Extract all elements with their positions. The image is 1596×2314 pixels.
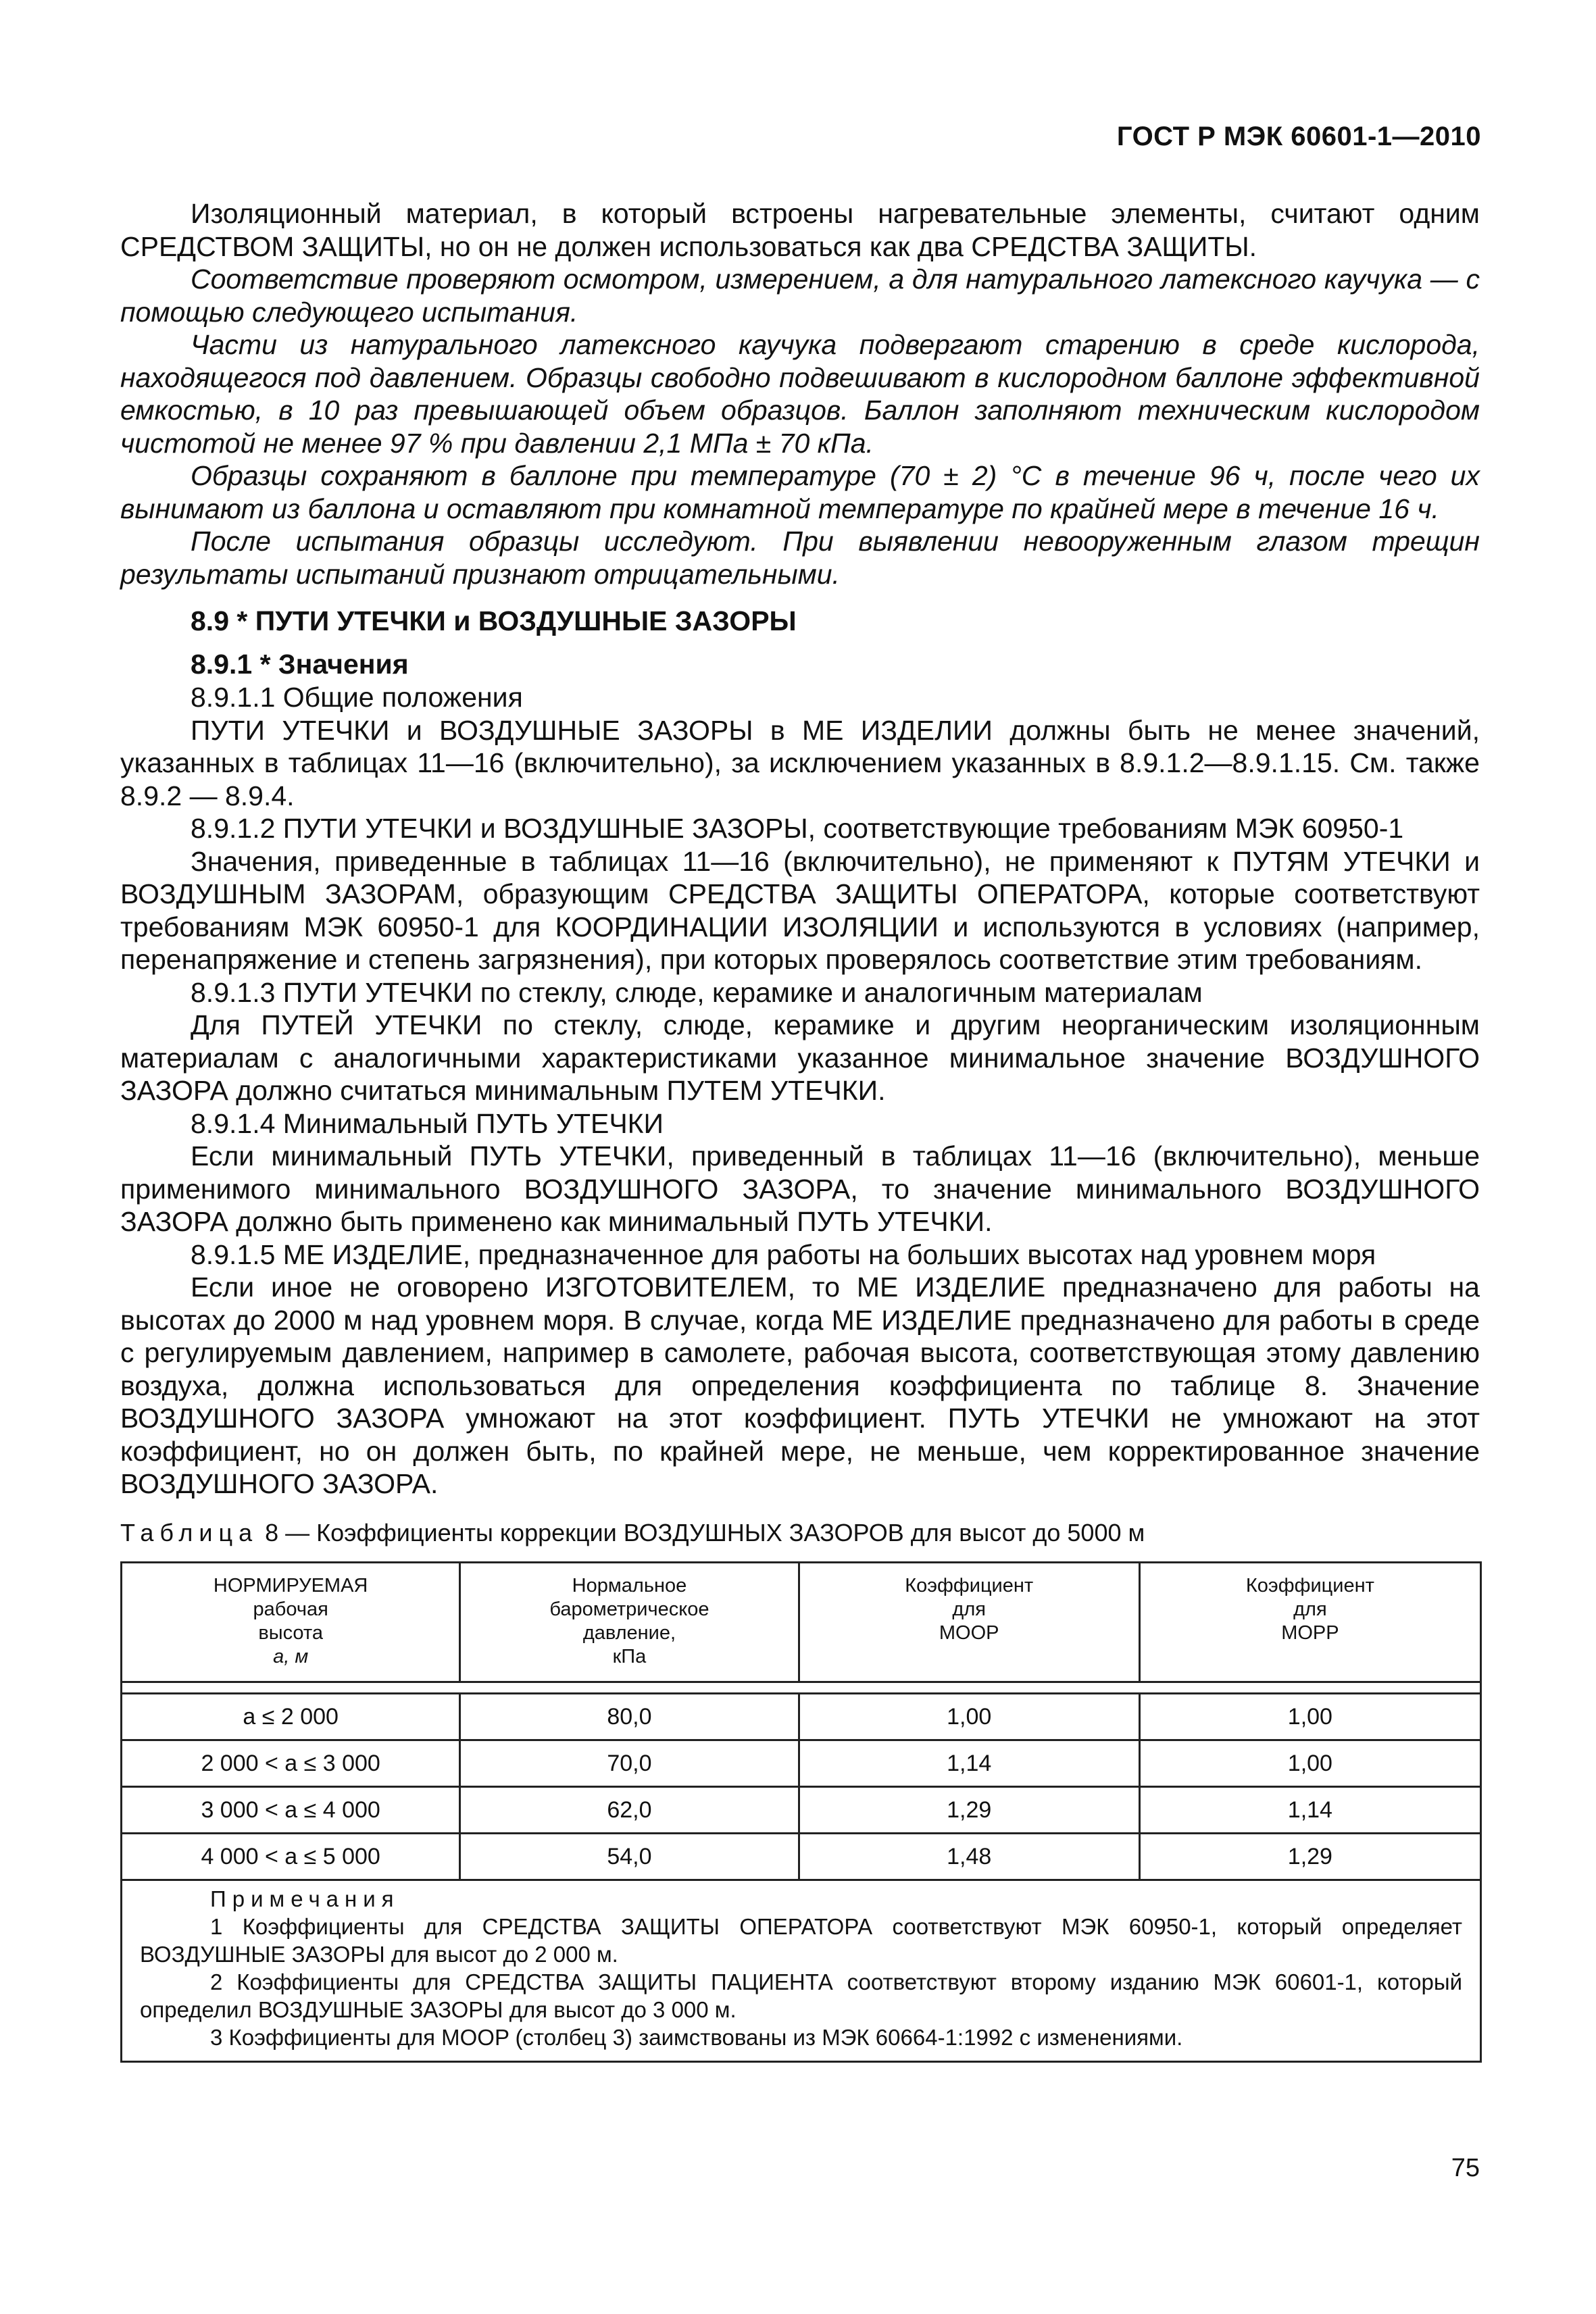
page-body <box>120 197 1480 1501</box>
table-caption-text: 8 — Коэффициенты коррекции ВОЗДУШНЫХ ЗАЗОРОВ для высот до 5000 м <box>258 1519 1145 1546</box>
table-notes-row <box>122 1880 1481 2062</box>
table-row <box>122 1740 1481 1787</box>
paragraph: Если иное не оговорено ИЗГОТОВИТЕЛЕМ, то МЕ ИЗДЕЛИЕ предназначено для работы на высотах до 2000 м над уровнем моря. В случае, когда МЕ ИЗДЕЛИЕ предназначено для работы в среде с регулируемым давлением, например в самолете, рабочая высота, соответствующая этому давлению воздуха, должна использоваться для определения коэффициента по таблице 8. Значение ВОЗДУШНОГО ЗАЗОРА умножают на этот коэффициент. ПУТЬ УТЕЧКИ не умножают на этот коэффициент, но он должен быть, по крайней мере, не меньше, чем корректированное значение ВОЗДУШНОГО ЗАЗОРА. <box>120 1272 1480 1499</box>
clause-heading: 8.9.1.5 МЕ ИЗДЕЛИЕ, предназначенное для работы на больших высотах над уровнем моря <box>191 1238 1376 1270</box>
table-cell: 1,14 <box>1139 1787 1480 1834</box>
header-line: MOPP <box>1281 1622 1339 1644</box>
header-line: для <box>1293 1599 1327 1620</box>
paragraph: ПУТИ УТЕЧКИ и ВОЗДУШНЫЕ ЗАЗОРЫ в МЕ ИЗДЕЛИИ должны быть не менее значений, указанных в таблицах 11—16 (включительно), за исключением указанных в 8.9.1.2—8.9.1.15. См. также 8.9.2 — 8.9.4. <box>120 714 1480 811</box>
document-header: ГОСТ Р МЭК 60601-1—2010 <box>1116 122 1481 151</box>
header-line: Нормальное <box>572 1575 687 1596</box>
clause-heading: 8.9.1.4 Минимальный ПУТЬ УТЕЧКИ <box>191 1107 664 1139</box>
paragraph-italic: Части из натурального латексного каучука подвергают старению в среде кислорода, находящегося под давлением. Образцы свободно подвешивают в кислородном баллоне эффективной емкостью, в 10 раз превышающей объем образцов. Баллон заполняют техническим кислородом чистотой не менее 97 % при давлении 2,1 МПа ± 70 кПа. <box>120 329 1480 459</box>
table-cell: 3 000 < а ≤ 4 000 <box>122 1787 460 1834</box>
clause-heading: 8.9.1.2 ПУТИ УТЕЧКИ и ВОЗДУШНЫЕ ЗАЗОРЫ, соответствующие требованиям МЭК 60950-1 <box>191 813 1404 844</box>
header-line: давление, <box>582 1622 676 1644</box>
paragraph-italic: Образцы сохраняют в баллоне при температуре (70 ± 2) °С в течение 96 ч, после чего их вынимают из баллона и оставляют при комнатной температуре по крайней мере в течение 16 ч. <box>120 460 1480 524</box>
table-cell: 1,14 <box>799 1740 1139 1787</box>
note-item: 1 Коэффициенты для СРЕДСТВА ЗАЩИТЫ ОПЕРАТОРА соответствуют МЭК 60950-1, который определяет ВОЗДУШНЫЕ ЗАЗОРЫ для высот до 2 000 м. <box>140 1914 1462 1967</box>
note-item: 3 Коэффициенты для MOOP (столбец 3) заимствованы из МЭК 60664-1:1992 с изменениями. <box>210 2025 1183 2050</box>
table-cell: 1,29 <box>799 1787 1139 1834</box>
table-notes <box>122 1880 1481 2062</box>
paragraph: Значения, приведенные в таблицах 11—16 (включительно), не применяют к ПУТЯМ УТЕЧКИ и ВОЗДУШНЫМ ЗАЗОРАМ, образующим СРЕДСТВА ЗАЩИТЫ ОПЕРАТОРА, которые соответствуют требованиям МЭК 60950-1 для КООРДИНАЦИИ ИЗОЛЯЦИИ и используются в условиях (например, перенапряжение и степень загрязнения), при которых проверялось соответствие этим требованиям. <box>120 845 1480 975</box>
clause-heading: 8.9.1.3 ПУТИ УТЕЧКИ по стеклу, слюде, керамике и аналогичным материалам <box>191 976 1203 1008</box>
subsection-title: 8.9.1 * Значения <box>191 649 409 680</box>
header-altitude <box>122 1563 460 1682</box>
note-item: 2 Коэффициенты для СРЕДСТВА ЗАЩИТЫ ПАЦИЕНТА соответствуют второму изданию МЭК 60601-1, который определил ВОЗДУШНЫЕ ЗАЗОРЫ для высот до 3 000 м. <box>140 1969 1462 2022</box>
gap-cell <box>122 1682 1481 1694</box>
table-cell: 80,0 <box>460 1694 799 1740</box>
table-cell: 4 000 < а ≤ 5 000 <box>122 1834 460 1880</box>
table-cell: 1,29 <box>1139 1834 1480 1880</box>
table-cell: 70,0 <box>460 1740 799 1787</box>
table-cell: 1,00 <box>1139 1694 1480 1740</box>
table-cell: 62,0 <box>460 1787 799 1834</box>
table-cell: 1,48 <box>799 1834 1139 1880</box>
paragraph: Для ПУТЕЙ УТЕЧКИ по стеклу, слюде, керамике и другим неорганическим изоляционным материалам с аналогичными характеристиками указанное минимальное значение ВОЗДУШНОГО ЗАЗОРА должно считаться минимальным ПУТЕМ УТЕЧКИ. <box>120 1009 1480 1106</box>
header-line: НОРМИРУЕМАЯ <box>213 1575 368 1596</box>
table-cell: 2 000 < а ≤ 3 000 <box>122 1740 460 1787</box>
table-cell: 54,0 <box>460 1834 799 1880</box>
header-line: барометрическое <box>549 1599 709 1620</box>
table-row <box>122 1834 1481 1880</box>
table-row <box>122 1694 1481 1740</box>
header-unit: а, м <box>273 1646 309 1667</box>
table-header-row <box>122 1563 1481 1682</box>
paragraph-italic: После испытания образцы исследуют. При выявлении невооруженным глазом трещин результаты испытаний признают отрицательными. <box>120 526 1480 590</box>
table-caption <box>120 1518 1145 1548</box>
clause-heading: 8.9.1.1 Общие положения <box>191 682 523 713</box>
paragraph-italic: Соответствие проверяют осмотром, измерением, а для натурального латексного каучука — с помощью следующего испытания. <box>120 263 1480 328</box>
paragraph: Если минимальный ПУТЬ УТЕЧКИ, приведенный в таблицах 11—16 (включительно), меньше применимого минимального ВОЗДУШНОГО ЗАЗОРА, то значение минимального ВОЗДУШНОГО ЗАЗОРА должно быть применено как минимальный ПУТЬ УТЕЧКИ. <box>120 1140 1480 1237</box>
header-line: высота <box>258 1622 323 1644</box>
header-line: MOOP <box>939 1622 999 1644</box>
notes-title: Примечания <box>210 1886 400 1911</box>
header-pressure <box>460 1563 799 1682</box>
paragraph: Изоляционный материал, в который встроены нагревательные элементы, считают одним СРЕДСТВОМ ЗАЩИТЫ, но он не должен использоваться как два СРЕДСТВА ЗАЩИТЫ. <box>120 198 1480 262</box>
table-row <box>122 1787 1481 1834</box>
page-number: 75 <box>1451 2154 1480 2182</box>
header-unit: кПа <box>612 1646 647 1667</box>
table-caption-word: Таблица <box>120 1519 259 1546</box>
table-cell: 1,00 <box>799 1694 1139 1740</box>
header-line: Коэффициент <box>1245 1575 1374 1596</box>
header-line: рабочая <box>253 1599 328 1620</box>
header-mopp <box>1139 1563 1480 1682</box>
altitude-correction-table <box>120 1561 1482 2063</box>
header-line: Коэффициент <box>905 1575 1034 1596</box>
header-line: для <box>952 1599 986 1620</box>
header-moop <box>799 1563 1139 1682</box>
section-title: 8.9 * ПУТИ УТЕЧКИ и ВОЗДУШНЫЕ ЗАЗОРЫ <box>191 605 797 636</box>
table-header-gap <box>122 1682 1481 1694</box>
table-cell: 1,00 <box>1139 1740 1480 1787</box>
table-cell: а ≤ 2 000 <box>122 1694 460 1740</box>
